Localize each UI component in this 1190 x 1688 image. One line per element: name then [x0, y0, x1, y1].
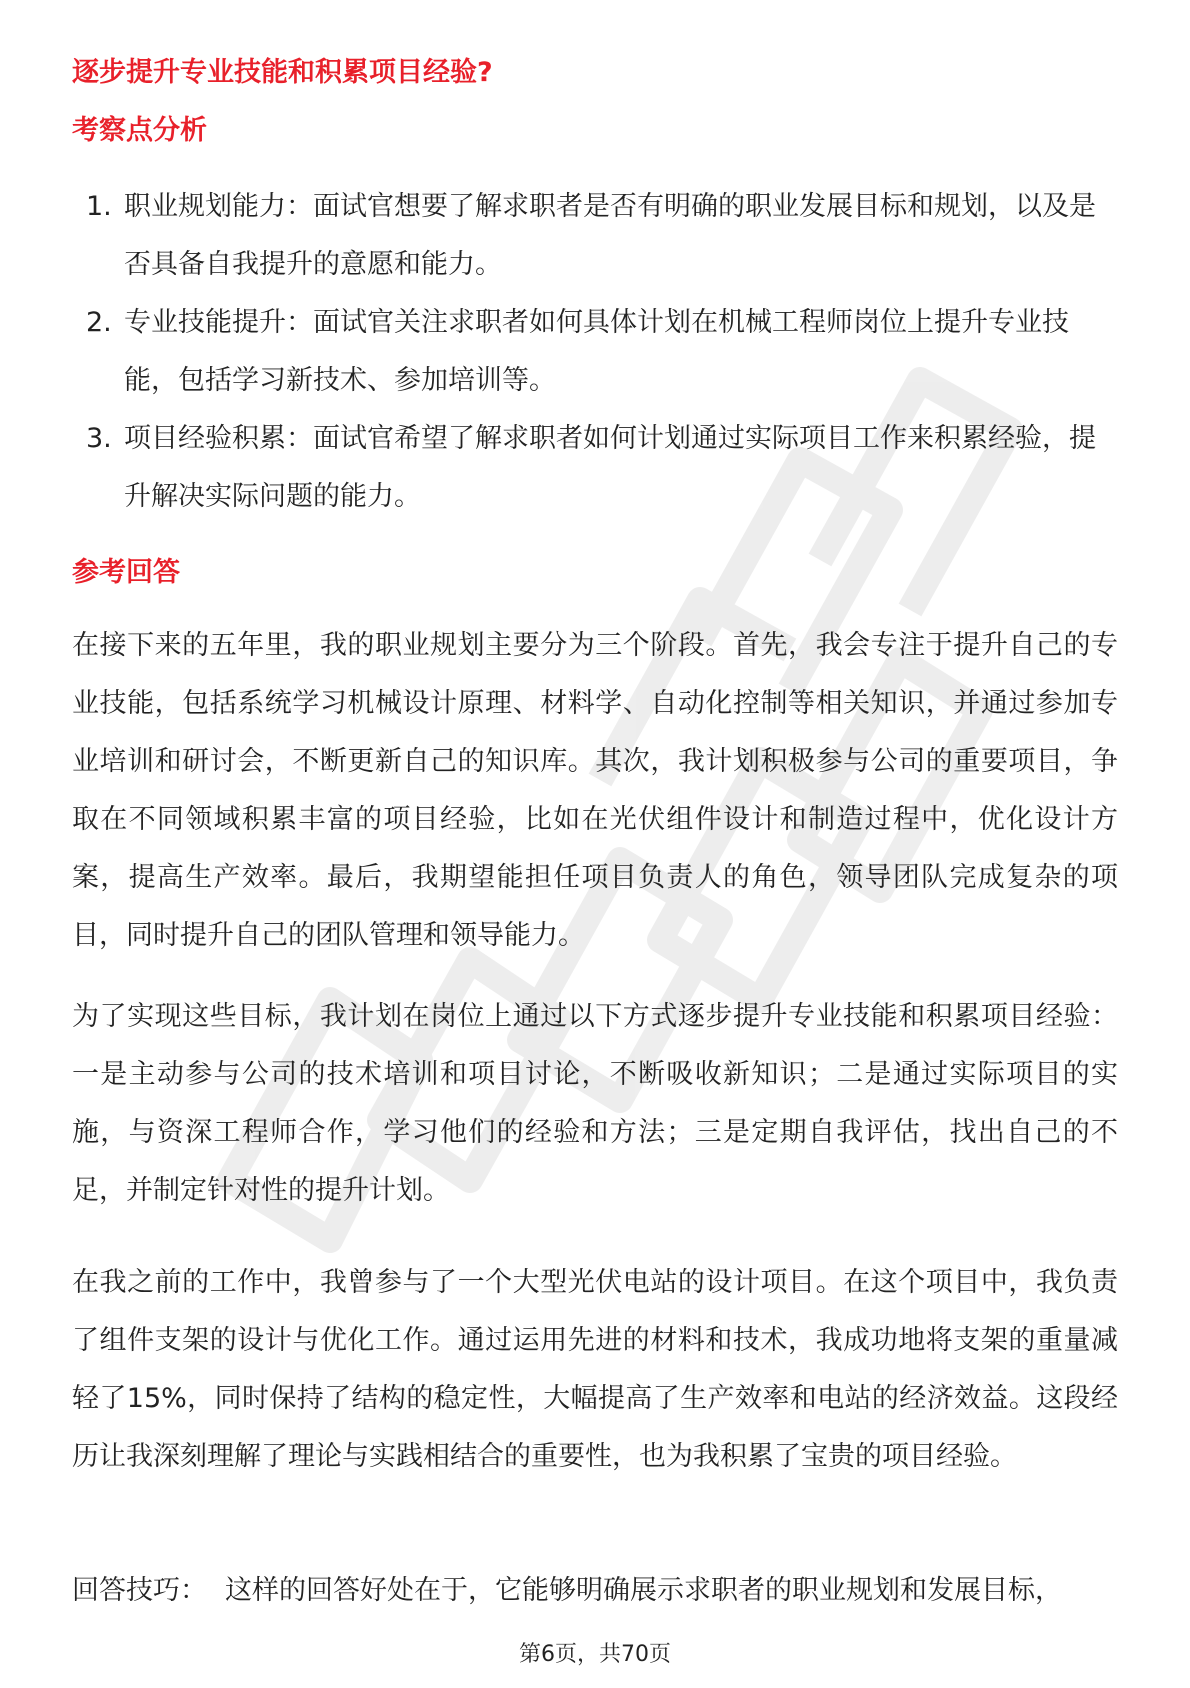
- page-footer: 第6页，共70页: [519, 1642, 671, 1667]
- answer-tip: [72, 1562, 1118, 1620]
- analysis-item-text: 项目经验积累：面试官希望了解求职者如何计划通过实际项目工作来积累经验，提升解决实际问题的能力。: [124, 423, 1096, 512]
- answer-paragraph: 为了实现这些目标，我计划在岗位上通过以下方式逐步提升专业技能和积累项目经验：一是主动参与公司的技术培训和项目讨论，不断吸收新知识；二是通过实际项目的实施，与资深工程师合作，学习他们的经验和方法；三是定期自我评估，找出自己的不足，并制定针对性的提升计划。: [72, 1001, 1118, 1206]
- question-title: 逐步提升专业技能和积累项目经验?: [72, 57, 493, 88]
- answer-paragraph: 在我之前的工作中，我曾参与了一个大型光伏电站的设计项目。在这个项目中，我负责了组件支架的设计与优化工作。通过运用先进的材料和技术，我成功地将支架的重量减轻了15%，同时保持了结构的稳定性，大幅提高了生产效率和电站的经济效益。这段经历让我深刻理解了理论与实践相结合的重要性，也为我积累了宝贵的项目经验。: [72, 1267, 1118, 1472]
- tip-text: 这样的回答好处在于，它能够明确展示求职者的职业规划和发展目标，: [225, 1575, 1062, 1606]
- analysis-item-text: 专业技能提升：面试官关注求职者如何具体计划在机械工程师岗位上提升专业技能，包括学习新技术、参加培训等。: [124, 307, 1069, 396]
- analysis-item: [72, 294, 1118, 410]
- analysis-list: [72, 178, 1118, 526]
- answer-paragraph: 在接下来的五年里，我的职业规划主要分为三个阶段。首先，我会专注于提升自己的专业技能，包括系统学习机械设计原理、材料学、自动化控制等相关知识，并通过参加专业培训和研讨会，不断更新自己的知识库。其次，我计划积极参与公司的重要项目，争取在不同领域积累丰富的项目经验，比如在光伏组件设计和制造过程中，优化设计方案，提高生产效率。最后，我期望能担任项目负责人的角色，领导团队完成复杂的项目，同时提升自己的团队管理和领导能力。: [72, 630, 1118, 951]
- analysis-item-text: 职业规划能力：面试官想要了解求职者是否有明确的职业发展目标和规划，以及是否具备自我提升的意愿和能力。: [124, 191, 1096, 280]
- list-number: 1.: [86, 191, 112, 222]
- section-heading-analysis: 考察点分析: [72, 115, 207, 146]
- list-number: 2.: [86, 307, 112, 338]
- analysis-item: [72, 178, 1118, 294]
- list-number: 3.: [86, 423, 112, 454]
- analysis-item: [72, 410, 1118, 526]
- section-heading-answer: 参考回答: [72, 557, 180, 588]
- tip-label: 回答技巧：: [72, 1575, 207, 1606]
